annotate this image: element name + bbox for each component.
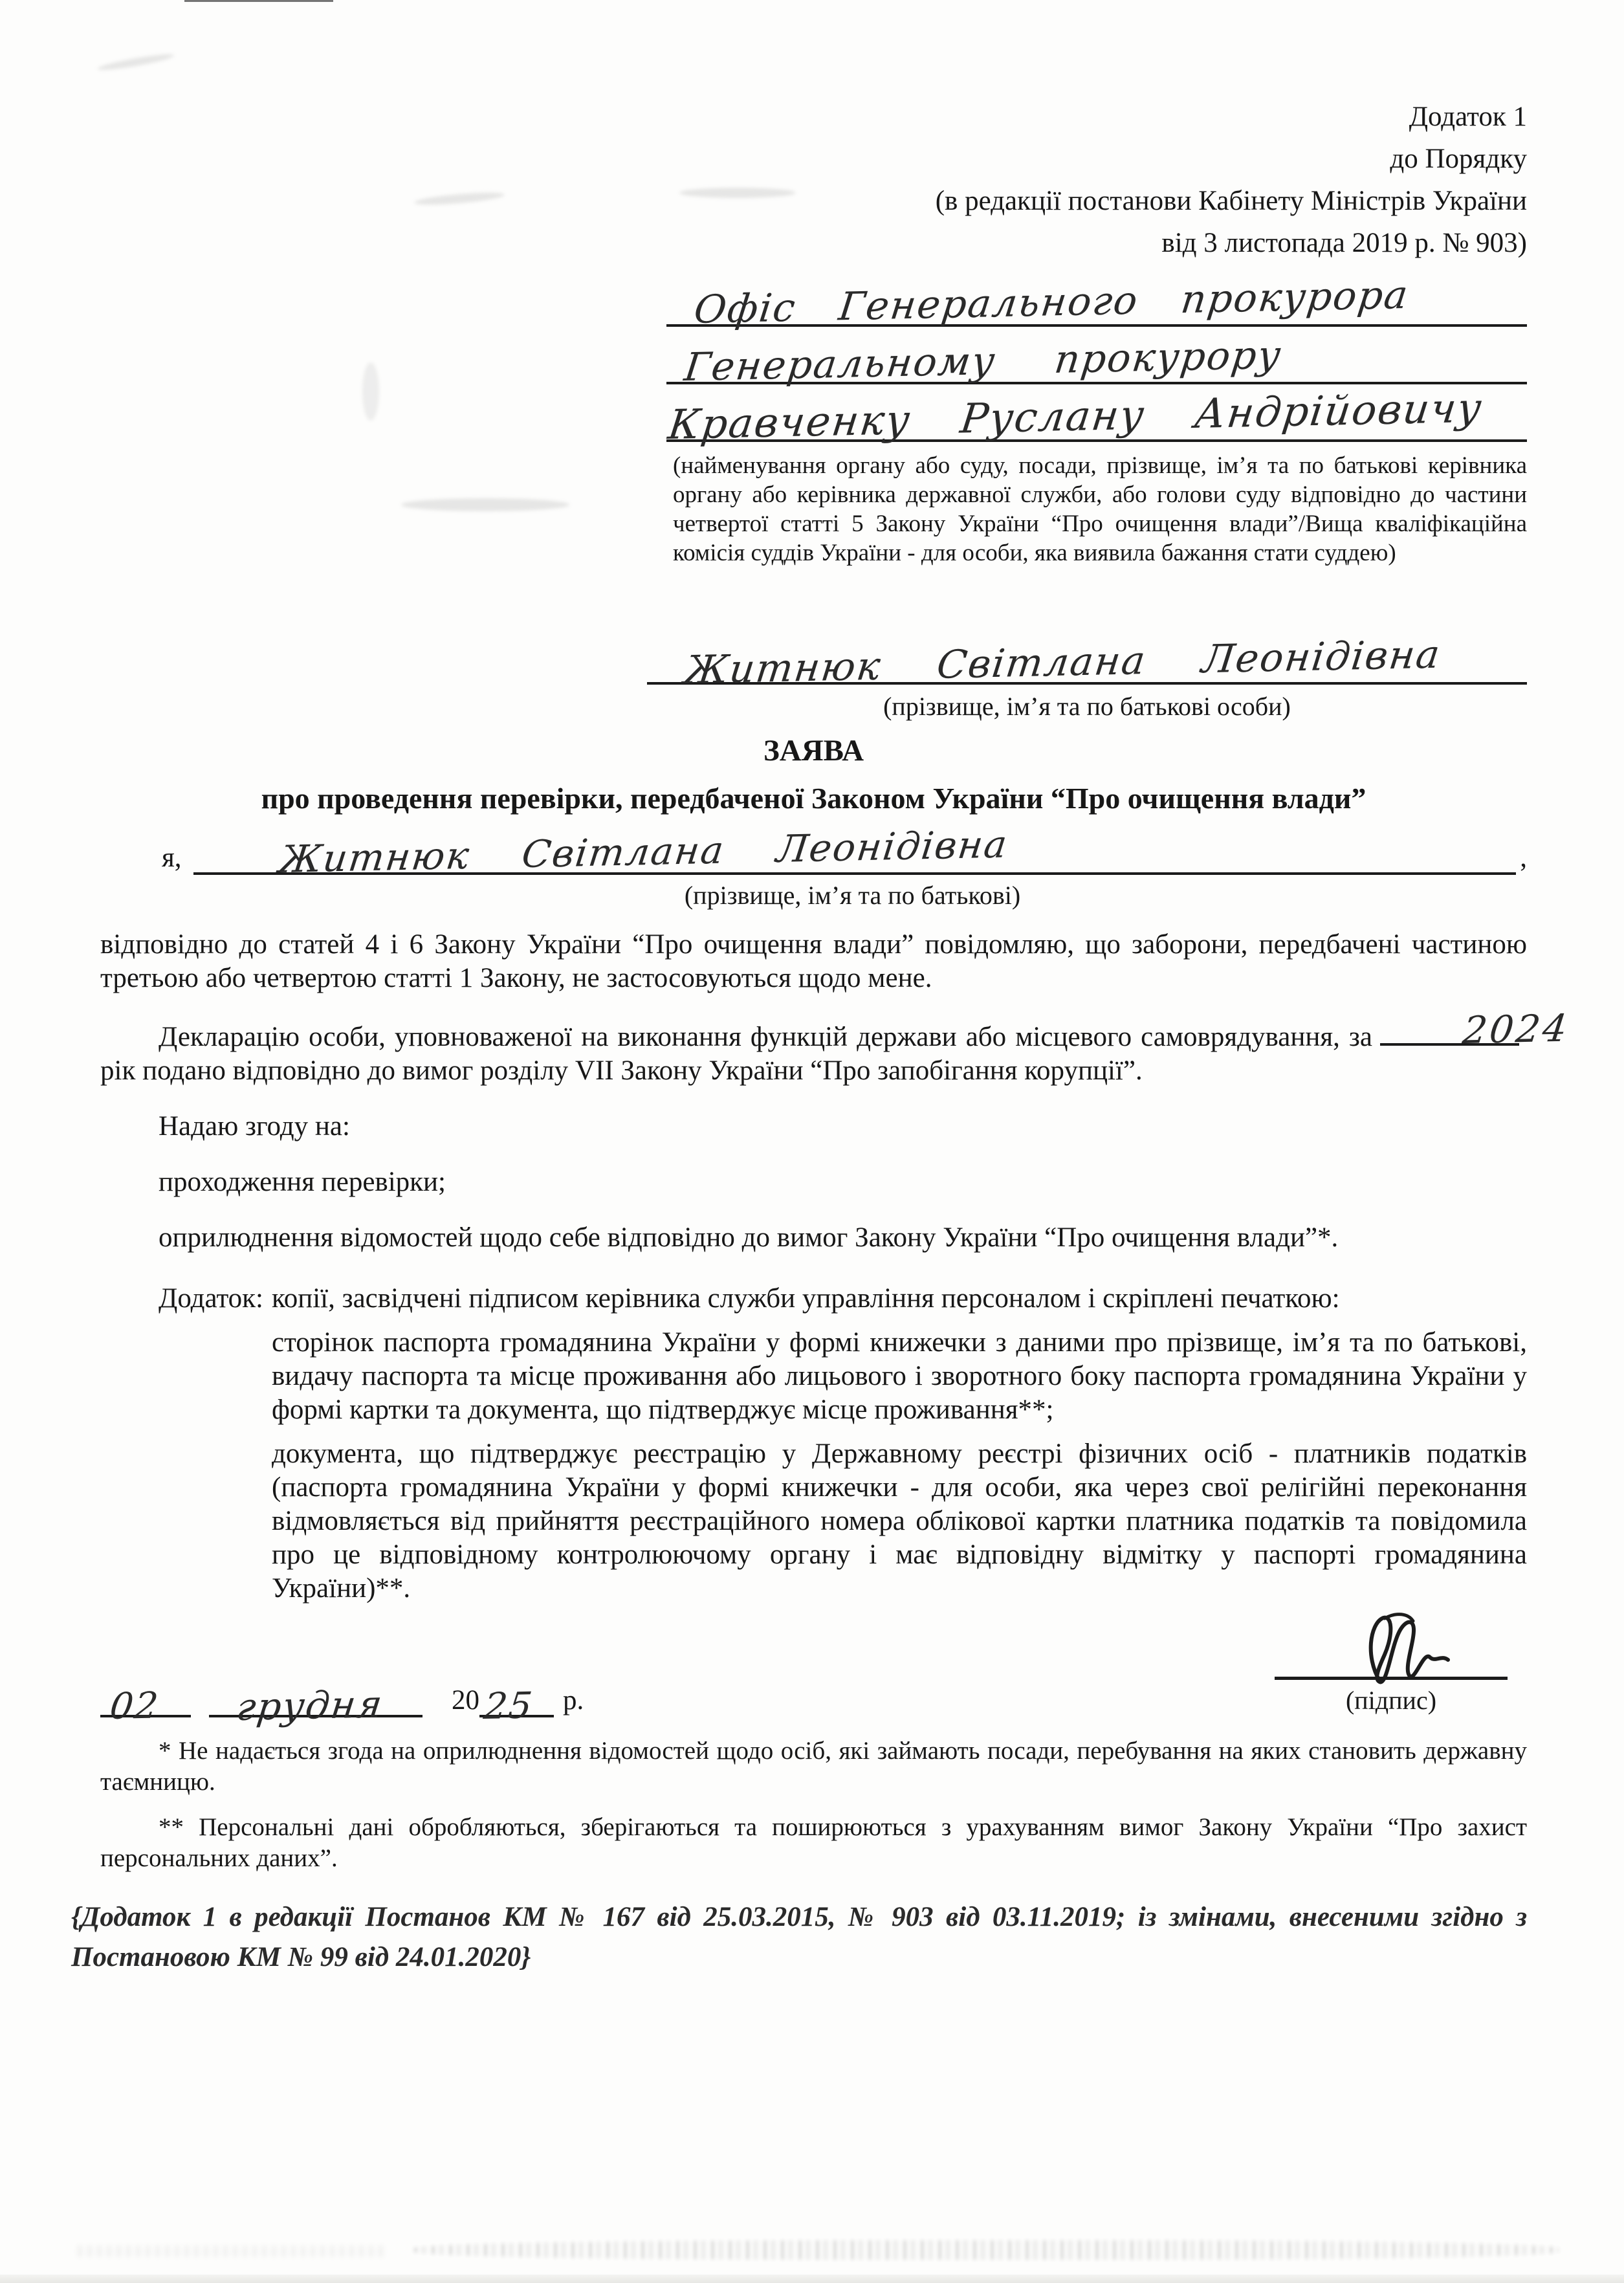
handwritten-year: 2024: [1460, 1006, 1572, 1053]
handwritten-year-suffix: 25: [481, 1684, 536, 1728]
date-line: [100, 1669, 584, 1729]
attachment-item-passport: сторінок паспорта громадянина України у формі книжечки з даними про прізвище, ім’я та по батькові, видачу паспорта та місце проживання або лицьового і зворотного боку паспорта громадянина України у формі картки та документа, що підтверджує місце проживання**;: [272, 1327, 1527, 1425]
footnote-personal-data: ** Персональні дані обробляються, зберігаються та поширюються з урахуванням вимог Закону України “Про захист персональних даних”.: [100, 1813, 1527, 1872]
date-month-blank: [209, 1666, 422, 1729]
handwritten-organization: Офіс Генерального прокурора: [691, 272, 1412, 333]
declaration-text-before: Декларацію особи, уповноваженої на виконання функцій держави або місцевого самоврядування, за: [159, 1022, 1372, 1052]
handwritten-declarant-name: Житнюк Світлана Леонідівна: [276, 822, 1011, 881]
addressee-title-line: [666, 327, 1527, 390]
declarant-name-caption: (прізвище, ім’я та по батькові): [684, 881, 1021, 910]
signature-mark: [1346, 1608, 1456, 1692]
consent-item-publication: оприлюднення відомостей щодо себе відповідно до вимог Закону України “Про очищення влади”*.: [159, 1222, 1339, 1253]
applicant-name-caption: (прізвище, ім’я та по батькові особи): [883, 692, 1291, 721]
addressee-block: [666, 269, 1527, 568]
year-r-suffix: р.: [563, 1685, 584, 1715]
signature-block: [1255, 1631, 1527, 1717]
addressee-org-line: [666, 269, 1527, 333]
applicant-name-line: [647, 623, 1527, 693]
signature-line: [1275, 1631, 1508, 1680]
declarant-trailing-comma: ,: [1520, 843, 1527, 873]
year-prefix: 20: [452, 1685, 479, 1715]
statement-paragraph: відповідно до статей 4 і 6 Закону України “Про очищення влади” повідомляю, що заборони, передбачені частиною третьою або четвертою статті 1 Закону, не застосовуються щодо мене.: [100, 929, 1527, 993]
declarant-prefix: я,: [162, 843, 182, 873]
amendment-note: {Додаток 1 в редакції Постанов КМ № 167 від 25.03.2015, № 903 від 03.11.2019; із змінами, внесеними згідно з Постановою КМ № 99 від 24.01.2020}: [71, 1902, 1527, 1972]
signature-caption: (підпис): [1345, 1686, 1437, 1715]
year-blank: [1380, 1006, 1572, 1053]
appendix-ref-line-2: до Порядку: [1390, 144, 1527, 174]
footnote-state-secret: * Не надається згода на оприлюднення відомостей щодо осіб, які займають посади, перебування на яких становить державну таємницю.: [100, 1737, 1527, 1796]
date-signature-row: [100, 1631, 1527, 1729]
date-day-blank: [100, 1666, 191, 1728]
handwritten-addressee-title: Генеральному прокурору: [681, 332, 1284, 390]
handwritten-addressee-name: Кравченку Руслану Андрійовичу: [665, 384, 1486, 448]
appendix-ref-line-1: Додаток 1: [1409, 102, 1527, 132]
attachment-items: [100, 1282, 1527, 1605]
handwritten-applicant-name: Житнюк Світлана Леонідівна: [681, 632, 1443, 693]
attachment-item-tax-registration: документа, що підтверджує реєстрацію у Державному реєстрі фізичних осіб - платників податків (паспорта громадянина України у формі книжечки - для особи, яка через свої релігійні переконання відмовляється від прийняття реєстраційного номера облікової картки платника податків та повідомила про це відповідному контролюючому органу і має відповідну відмітку у паспорті громадянина України)**.: [272, 1439, 1527, 1604]
attachment-block: [100, 1282, 1527, 1605]
addressee-caption: (найменування органу або суду, посади, прізвище, ім’я та по батькові керівника органу або керівника державної служби, або голови суду відповідно до частини четвертої статті 5 Закону України “Про очищення влади”/Вища кваліфікаційна комісія суддів України - для особи, яка виявила бажання стати суддею): [673, 452, 1527, 566]
declaration-paragraph: [100, 1006, 1572, 1088]
appendix-ref-line-4: від 3 листопада 2019 р. № 903): [1161, 228, 1527, 258]
addressee-name-line: [665, 384, 1527, 448]
handwritten-day: 02: [107, 1684, 162, 1728]
attachment-label: Додаток:: [159, 1283, 264, 1314]
appendix-ref-line-3: (в редакції постанови Кабінету Міністрів України: [935, 186, 1527, 216]
document-subtitle: про проведення перевірки, передбаченої Законом України “Про очищення влади”: [261, 782, 1366, 815]
consent-intro: Надаю згоду на:: [159, 1111, 350, 1142]
declarant-name-blank: [193, 822, 1517, 881]
declaration-text-after: рік подано відповідно до вимог розділу VII Закону України “Про запобігання корупції”.: [100, 1055, 1143, 1086]
handwritten-month: грудня: [234, 1682, 386, 1729]
declarant-line: [100, 822, 1527, 881]
date-year-blank: [479, 1666, 554, 1728]
document-title: ЗАЯВА: [763, 734, 864, 767]
attachment-intro: копії, засвідчені підписом керівника служби управління персоналом і скріплені печаткою:: [272, 1283, 1340, 1314]
appendix-reference: [100, 96, 1527, 264]
consent-item-check: проходження перевірки;: [159, 1167, 446, 1197]
